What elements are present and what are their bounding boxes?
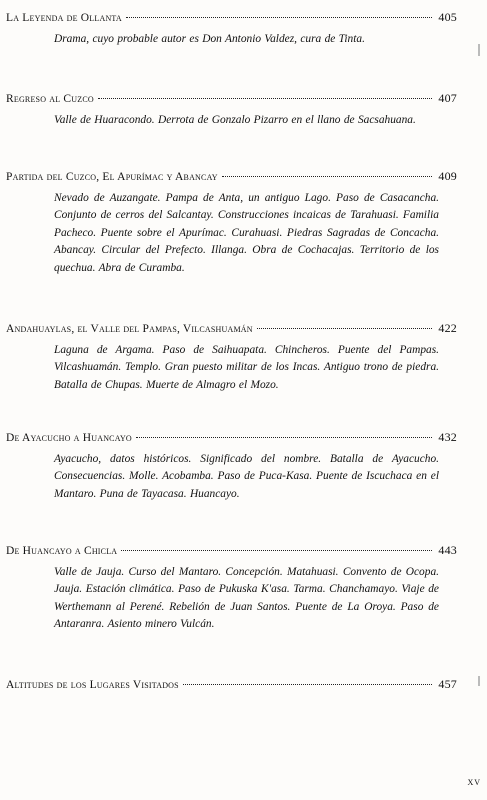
toc-heading xyxy=(6,430,457,448)
toc-heading xyxy=(6,169,457,187)
toc-page-number: 443 xyxy=(438,543,457,557)
dot-leader xyxy=(121,549,432,551)
toc-heading xyxy=(6,91,457,109)
toc-heading xyxy=(6,10,457,28)
toc-summary: Laguna de Argama. Paso de Saihuapata. Chincheros. Puente del Pampas. Vilcashuamán. Templo. Gran puesto militar de los Incas. Antiguo trono de piedra. Batalla de Chupas. Muerte de Almagro el Mozo. xyxy=(54,344,439,391)
scan-edge-mark xyxy=(478,676,480,686)
toc-title: De Ayacucho a Huancayo xyxy=(6,432,132,444)
dot-leader xyxy=(136,436,432,438)
toc-page-number: 409 xyxy=(438,169,457,183)
toc-entry xyxy=(6,543,457,634)
toc-entry xyxy=(6,169,457,277)
page-folio: xv xyxy=(467,776,481,788)
toc-entry xyxy=(6,321,457,394)
toc-page-number: 407 xyxy=(438,91,457,105)
toc-heading xyxy=(6,321,457,339)
toc-title: Altitudes de los Lugares Visitados xyxy=(6,679,179,691)
toc-summary: Nevado de Auzangate. Pampa de Anta, un antiguo Lago. Paso de Casacancha. Conjunto de cerros del Salcantay. Construcciones incaicas de Tarahuasi. Familia Pacheco. Puente sobre el Apurímac. Curahuasi. Piedras Sagradas de Concacha. Abancay. Circular del Prefecto. Illanga. Obra de Cochacajas. Territorio de los quechua. Abra de Curamba. xyxy=(54,192,439,274)
toc-summary: Drama, cuyo probable autor es Don Antonio Valdez, cura de Tinta. xyxy=(54,33,365,45)
toc-entry xyxy=(6,91,457,129)
toc-heading xyxy=(6,677,457,695)
dot-leader xyxy=(222,175,433,177)
dot-leader xyxy=(257,327,433,329)
toc-entry xyxy=(6,430,457,503)
toc-title: La Leyenda de Ollanta xyxy=(6,12,122,24)
toc-heading xyxy=(6,543,457,561)
toc-page-number: 432 xyxy=(438,430,457,444)
toc-entry xyxy=(6,677,457,695)
toc-title: Andahuaylas, el Valle del Pampas, Vilcashuamán xyxy=(6,323,253,335)
toc-page-number: 422 xyxy=(438,321,457,335)
toc-summary: Valle de Jauja. Curso del Mantaro. Concepción. Matahuasi. Convento de Ocopa. Jauja. Estación climática. Paso de Pukuska K'asa. Tarma. Chanchamayo. Viaje de Werthemann al Perené. Rebelión de Juan Santos. Puente de La Oroya. Paso de Antaranra. Asiento minero Vulcán. xyxy=(54,566,439,631)
dot-leader xyxy=(98,97,433,99)
toc-entry xyxy=(6,10,457,48)
scan-edge-mark xyxy=(478,44,480,56)
toc-title: De Huancayo a Chicla xyxy=(6,545,118,557)
toc-title: Regreso al Cuzco xyxy=(6,93,94,105)
toc-title: Partida del Cuzco, El Apurímac y Abancay xyxy=(6,171,218,183)
toc-summary: Valle de Huaracondo. Derrota de Gonzalo Pizarro en el llano de Sacsahuana. xyxy=(54,114,416,126)
toc-summary: Ayacucho, datos históricos. Significado del nombre. Batalla de Ayacucho. Consecuencias. Molle. Acobamba. Paso de Puca-Kasa. Puente de Iscuchaca en el Mantaro. Puna de Tayacasa. Huancayo. xyxy=(54,453,439,500)
table-of-contents-page xyxy=(6,0,457,800)
toc-page-number: 457 xyxy=(438,677,457,691)
toc-page-number: 405 xyxy=(438,10,457,24)
dot-leader xyxy=(183,683,433,685)
dot-leader xyxy=(126,16,433,18)
